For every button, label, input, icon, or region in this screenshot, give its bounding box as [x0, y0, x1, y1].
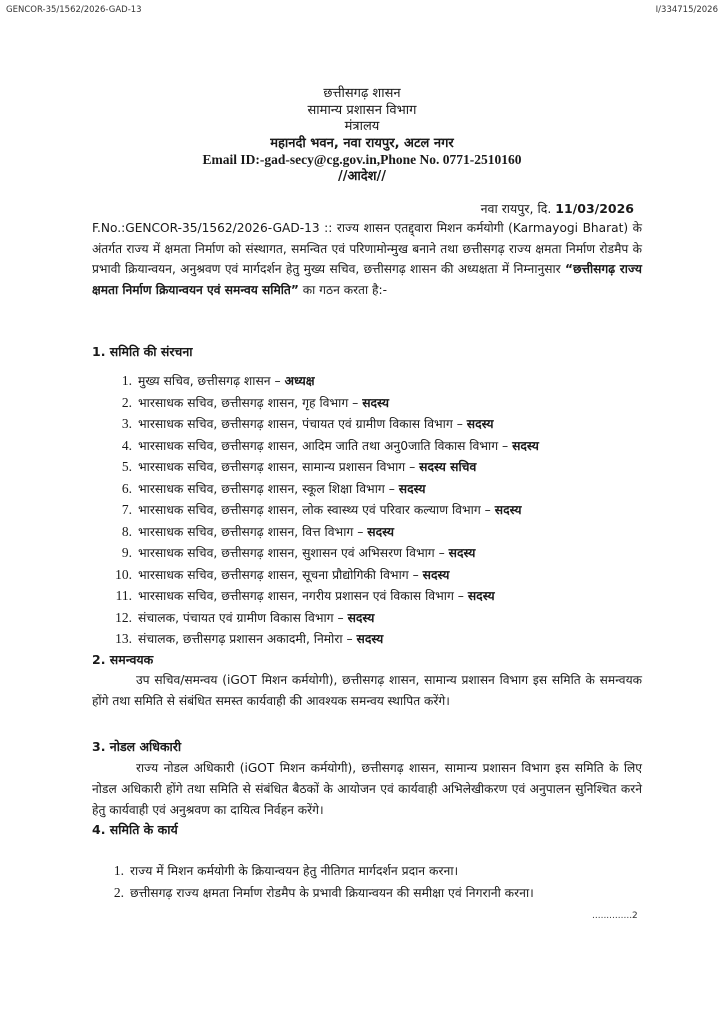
item-number: 13. [115, 631, 132, 646]
committee-members-list [108, 370, 668, 650]
member-item [108, 478, 668, 500]
member-item [108, 370, 668, 392]
inward-number-right: I/334715/2026 [655, 5, 718, 15]
letterhead-contact: Email ID:-gad-secy@cg.gov.in,Phone No. 0771-2510160 [202, 152, 522, 167]
section-1-title: 1. समिति की संरचना [92, 344, 193, 359]
member-item [108, 392, 668, 414]
item-number: 12. [115, 609, 132, 625]
member-item [108, 521, 668, 543]
member-role: सदस्य [362, 395, 389, 410]
document-header-bar [6, 5, 718, 17]
member-item [108, 456, 668, 478]
item-text: भारसाधक सचिव, छत्तीसगढ़ शासन, पंचायत एवं ग्रामीण विकास विभाग – [138, 417, 467, 431]
letterhead-address: महानदी भवन, नवा रायपुर, अटल नगर [270, 135, 454, 151]
member-role: सदस्य [494, 503, 522, 517]
item-text: छत्तीसगढ़ राज्य क्षमता निर्माण रोडमैप के प्रभावी क्रियान्वयन की समीक्षा एवं निगरानी करना। [130, 885, 534, 900]
intro-paragraph [92, 218, 642, 300]
member-role: सदस्य [466, 417, 494, 431]
member-item [108, 435, 668, 457]
member-role: सदस्य [356, 632, 384, 646]
page-continuation: ..............2 [592, 911, 638, 921]
item-number: 8. [121, 523, 132, 539]
member-item [108, 564, 668, 586]
section-3-paragraph [92, 758, 642, 821]
committee-functions-list [100, 860, 660, 903]
member-role: सदस्य [347, 610, 375, 625]
member-role: सदस्य [448, 546, 476, 560]
section-2-text: उप सचिव/समन्वय (iGOT मिशन कर्मयोगी), छत्तीसगढ़ शासन, सामान्य प्रशासन विभाग इस समिति के समन्वयक होंगे तथा समिति से संबंधित समस्त कार्यवाही की आवश्यक समन्वय स्थापित करेंगे। [92, 673, 642, 708]
section-2-paragraph [92, 670, 642, 712]
member-role: सदस्य [367, 524, 395, 539]
member-role: सदस्य [467, 589, 495, 603]
item-number: 1. [121, 373, 132, 388]
member-item [108, 585, 668, 607]
item-text: भारसाधक सचिव, छत्तीसगढ़ शासन, लोक स्वास्थ्य एवं परिवार कल्याण विभाग – [138, 503, 495, 517]
item-number: 9. [121, 545, 132, 560]
item-number: 11. [115, 588, 132, 603]
item-number: 1. [113, 863, 124, 878]
item-number: 7. [121, 502, 132, 517]
letterhead-government: छत्तीसगढ़ शासन [323, 86, 401, 101]
item-text: भारसाधक सचिव, छत्तीसगढ़ शासन, सामान्य प्रशासन विभाग – [138, 460, 420, 474]
item-number: 4. [121, 437, 132, 453]
section-4-title: 4. समिति के कार्य [92, 822, 178, 837]
item-number: 10. [115, 566, 132, 582]
member-item [108, 542, 668, 564]
item-number: 3. [121, 416, 132, 431]
member-item [108, 499, 668, 521]
letterhead-ministry: मंत्रालय [344, 119, 380, 134]
item-number: 2. [121, 394, 132, 410]
member-role: सदस्य सचिव [419, 460, 477, 474]
item-text: भारसाधक सचिव, छत्तीसगढ़ शासन, आदिम जाति तथा अनु0जाति विकास विभाग – [138, 438, 513, 453]
file-number: F.No.:GENCOR-35/1562/2026-GAD-13 [92, 221, 320, 235]
section-3-text: राज्य नोडल अधिकारी (iGOT मिशन कर्मयोगी), छत्तीसगढ़ शासन, सामान्य प्रशासन विभाग इस समिति के लिए नोडल अधिकारी होंगे तथा समिति से संबंधित बैठकों के आयोजन एवं कार्यवाही अभिलेखीकरण एवं अनुपालन सुनिश्चित करने हेतु कार्यवाही एवं अनुश्रवण का दायित्व निर्वहन करेंगे। [92, 761, 642, 817]
intro-text-end: का गठन करता है:- [298, 282, 388, 297]
item-number: 6. [121, 480, 132, 496]
item-text: मुख्य सचिव, छत्तीसगढ़ शासन – [138, 374, 285, 388]
item-number: 2. [113, 884, 124, 900]
member-role: सदस्य [512, 438, 539, 453]
member-role: सदस्य [398, 481, 426, 496]
item-text: भारसाधक सचिव, छत्तीसगढ़ शासन, नगरीय प्रशासन एवं विकास विभाग – [138, 589, 468, 603]
member-role: सदस्य [422, 567, 450, 582]
letterhead-department: सामान्य प्रशासन विभाग [307, 102, 417, 118]
item-text: भारसाधक सचिव, छत्तीसगढ़ शासन, सुशासन एवं अभिसरण विभाग – [138, 546, 449, 560]
member-item [108, 413, 668, 435]
item-text: संचालक, छत्तीसगढ़ प्रशासन अकादमी, निमोरा – [138, 632, 357, 646]
item-text: भारसाधक सचिव, छत्तीसगढ़ शासन, स्कूल शिक्षा विभाग – [138, 481, 399, 496]
member-item [108, 607, 668, 629]
item-text: संचालक, पंचायत एवं ग्रामीण विकास विभाग – [138, 610, 348, 625]
item-text: भारसाधक सचिव, छत्तीसगढ़ शासन, सूचना प्रौद्योगिकी विभाग – [138, 567, 423, 582]
place-label: नवा रायपुर, दि. [480, 201, 556, 216]
function-item [100, 882, 660, 904]
letterhead [0, 86, 724, 185]
file-reference-left: GENCOR-35/1562/2026-GAD-13 [6, 5, 142, 15]
function-item [100, 860, 660, 882]
order-title: //आदेश// [337, 168, 387, 184]
item-number: 5. [121, 459, 132, 474]
item-text: राज्य में मिशन कर्मयोगी के क्रियान्वयन हेतु नीतिगत मार्गदर्शन प्रदान करना। [130, 864, 459, 878]
item-text: भारसाधक सचिव, छत्तीसगढ़ शासन, वित्त विभाग – [138, 524, 368, 539]
member-role: अध्यक्ष [284, 374, 315, 388]
place-date-line [481, 200, 634, 217]
committee-name: “छत्तीसगढ़ राज्य क्षमता निर्माण क्रियान्वयन एवं समन्वय समिति” [92, 262, 642, 297]
section-2-title: 2. समन्वयक [92, 652, 154, 667]
order-date: 11/03/2026 [555, 201, 634, 216]
item-text: भारसाधक सचिव, छत्तीसगढ़ शासन, गृह विभाग – [138, 395, 363, 410]
member-item [108, 628, 668, 650]
section-3-title: 3. नोडल अधिकारी [92, 739, 182, 754]
intro-text-start: :: राज्य शासन एतद्द्वारा मिशन कर्मयोगी (Karmayogi Bharat) के अंतर्गत राज्य में क्षमता निर्माण को संस्थागत, समन्वित एवं परिणामोन्मुख बनाने तथा छत्तीसगढ़ राज्य क्षमता निर्माण रोडमैप के प्रभावी क्रियान्वयन, अनुश्रवण एवं मार्गदर्शन हेतु मुख्य सचिव, छत्तीसगढ़ शासन की अध्यक्षता में निम्नानुसार [92, 221, 642, 276]
